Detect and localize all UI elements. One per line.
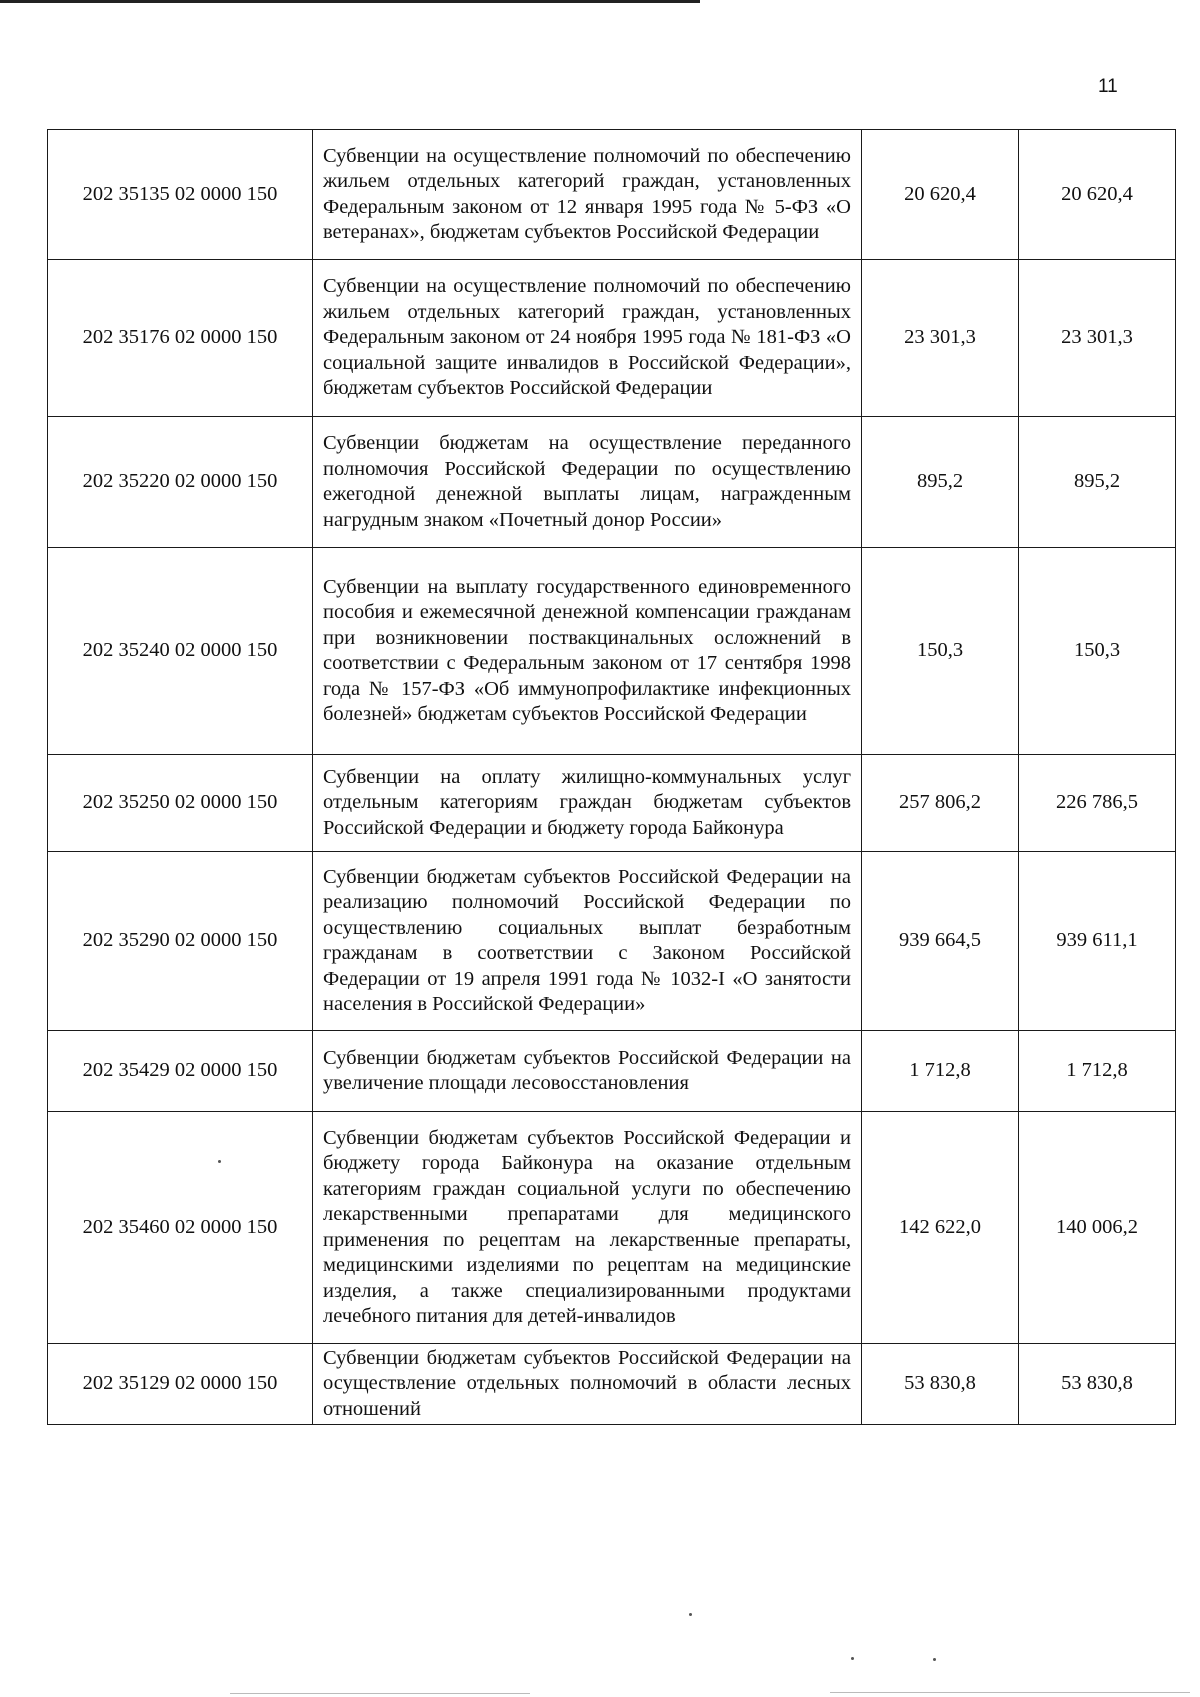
description-cell: Субвенции на выплату государственного единовременного пособия и ежемесячной денежной компенсации гражданам при возникновении поствакцинальных осложнений в соответствии с Федеральным законом от 17 сентября 1998 года № 157-ФЗ «Об иммунопрофилактике инфекционных болезней» бюджетам субъектов Российской Федерации [313,548,862,755]
budget-code-cell: 202 35176 02 0000 150 [48,260,313,417]
budget-code-cell: 202 35429 02 0000 150 [48,1031,313,1112]
amount-cell: 23 301,3 [1019,260,1176,417]
amount-cell: 150,3 [1019,548,1176,755]
budget-code-cell: 202 35240 02 0000 150 [48,548,313,755]
page-number: 11 [1098,76,1118,97]
scan-speck [689,1613,692,1616]
table-row [48,1112,1176,1344]
budget-code-cell: 202 35460 02 0000 150 [48,1112,313,1344]
table-row [48,417,1176,548]
table-row [48,548,1176,755]
amount-cell: 895,2 [862,417,1019,548]
amount-cell: 53 830,8 [862,1344,1019,1425]
scan-speck [933,1658,936,1661]
table-row [48,852,1176,1031]
scan-speck [851,1657,854,1660]
amount-cell: 1 712,8 [1019,1031,1176,1112]
amount-cell: 939 664,5 [862,852,1019,1031]
amount-cell: 1 712,8 [862,1031,1019,1112]
scan-bottom-edge-line [830,1692,1190,1693]
description-cell: Субвенции бюджетам субъектов Российской Федерации и бюджету города Байконура на оказание отдельным категориям граждан социальной услуги по обеспечению лекарственными препаратами для медицинского применения по рецептам на лекарственные препараты, медицинскими изделиями по рецептам на медицинские изделия, а также специализированными продуктами лечебного питания для детей-инвалидов [313,1112,862,1344]
amount-cell: 939 611,1 [1019,852,1176,1031]
amount-cell: 20 620,4 [1019,130,1176,260]
budget-code-cell: 202 35290 02 0000 150 [48,852,313,1031]
amount-cell: 257 806,2 [862,755,1019,852]
description-cell: Субвенции на осуществление полномочий по обеспечению жильем отдельных категорий граждан, установленных Федеральным законом от 24 ноября 1995 года № 181-ФЗ «О социальной защите инвалидов в Российской Федерации», бюджетам субъектов Российской Федерации [313,260,862,417]
table-row [48,130,1176,260]
table-row [48,1344,1176,1425]
amount-cell: 142 622,0 [862,1112,1019,1344]
amount-cell: 140 006,2 [1019,1112,1176,1344]
amount-cell: 23 301,3 [862,260,1019,417]
budget-code-cell: 202 35250 02 0000 150 [48,755,313,852]
amount-cell: 226 786,5 [1019,755,1176,852]
description-cell: Субвенции бюджетам субъектов Российской Федерации на осуществление отдельных полномочий в области лесных отношений [313,1344,862,1425]
description-cell: Субвенции бюджетам субъектов Российской Федерации на реализацию полномочий Российской Федерации по осуществлению социальных выплат безработным гражданам в соответствии с Законом Российской Федерации от 19 апреля 1991 года № 1032-I «О занятости населения в Российской Федерации» [313,852,862,1031]
scan-bottom-edge-line [230,1693,530,1694]
description-cell: Субвенции бюджетам на осуществление переданного полномочия Российской Федерации по осуществлению ежегодной денежной выплаты лицам, награжденным нагрудным знаком «Почетный донор России» [313,417,862,548]
scan-top-edge-line [0,0,700,3]
subventions-table [47,129,1176,1425]
scan-speck [218,1160,221,1163]
table-row [48,260,1176,417]
budget-code-cell: 202 35135 02 0000 150 [48,130,313,260]
description-cell: Субвенции на осуществление полномочий по обеспечению жильем отдельных категорий граждан, установленных Федеральным законом от 12 января 1995 года № 5-ФЗ «О ветеранах», бюджетам субъектов Российской Федерации [313,130,862,260]
budget-code-cell: 202 35220 02 0000 150 [48,417,313,548]
description-cell: Субвенции на оплату жилищно-коммунальных услуг отдельным категориям граждан бюджетам субъектов Российской Федерации и бюджету города Байконура [313,755,862,852]
amount-cell: 150,3 [862,548,1019,755]
amount-cell: 20 620,4 [862,130,1019,260]
description-cell: Субвенции бюджетам субъектов Российской Федерации на увеличение площади лесовосстановления [313,1031,862,1112]
amount-cell: 53 830,8 [1019,1344,1176,1425]
budget-code-cell: 202 35129 02 0000 150 [48,1344,313,1425]
table-row [48,1031,1176,1112]
table-row [48,755,1176,852]
amount-cell: 895,2 [1019,417,1176,548]
